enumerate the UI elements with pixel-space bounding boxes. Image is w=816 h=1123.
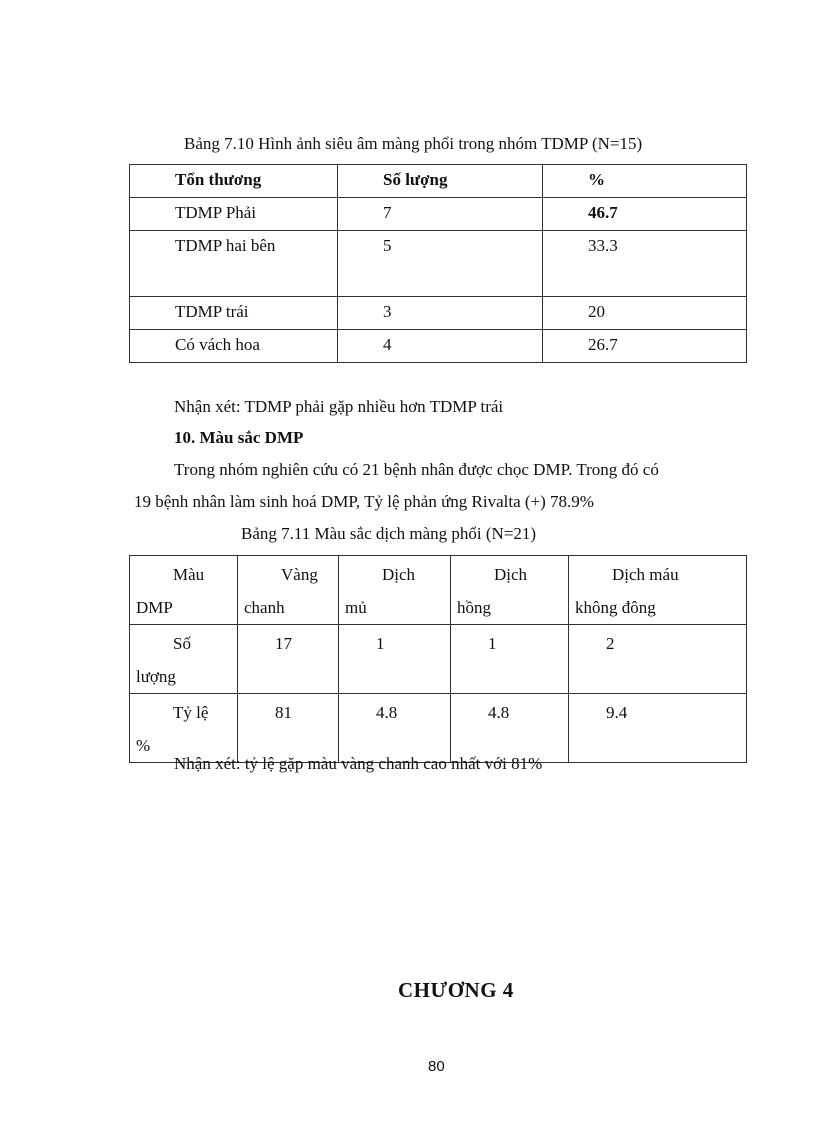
table-row [130, 694, 747, 763]
remark-2: Nhận xét: tỷ lệ gặp màu vàng chanh cao nhất với 81% [174, 754, 543, 773]
table-cell: 26.7 [543, 330, 747, 363]
header-line: Vàng [281, 565, 318, 584]
table-cell [543, 198, 747, 231]
table-cell: 1 [451, 625, 569, 694]
paragraph-line-1: Trong nhóm nghiên cứu có 21 bệnh nhân được chọc DMP. Trong đó có [174, 460, 659, 479]
table-row [130, 330, 747, 363]
table-cell: Có vách hoa [130, 330, 338, 363]
label-line: % [136, 736, 151, 755]
table-row-label [130, 694, 238, 763]
table1-caption: Bảng 7.10 Hình ảnh siêu âm màng phổi trong nhóm TDMP (N=15) [184, 134, 643, 153]
fluid-color-table [129, 555, 747, 763]
table-cell: 33.3 [543, 231, 747, 297]
table-cell: 1 [339, 625, 451, 694]
table-cell: 2 [569, 625, 747, 694]
table-row [130, 297, 747, 330]
header-line: chanh [244, 598, 285, 617]
table-cell: 7 [338, 198, 543, 231]
table-cell: 4.8 [451, 694, 569, 763]
table-header-row [130, 165, 747, 198]
paragraph-line-2: 19 bệnh nhân làm sinh hoá DMP, Tỷ lệ phản ứng Rivalta (+) 78.9% [134, 492, 594, 511]
header-line: hồng [457, 598, 491, 617]
table-cell: 5 [338, 231, 543, 297]
table-cell: 81 [238, 694, 339, 763]
table-cell: 20 [543, 297, 747, 330]
table-cell: TDMP hai bên [130, 231, 338, 297]
table-header-cell: % [543, 165, 747, 198]
table-header-cell [451, 556, 569, 625]
table-row [130, 625, 747, 694]
header-line: Dịch [382, 565, 416, 584]
table-header-cell [238, 556, 339, 625]
table-header-cell: Số lượng [338, 165, 543, 198]
table-cell: 17 [238, 625, 339, 694]
label-line: Tỷ lệ [173, 703, 209, 722]
section-heading: 10. Màu sắc DMP [174, 428, 304, 447]
table-header-cell [339, 556, 451, 625]
header-line: DMP [136, 598, 173, 617]
table-row [130, 231, 747, 297]
table-cell: 3 [338, 297, 543, 330]
table-header-cell: Tổn thương [130, 165, 338, 198]
header-line: không đông [575, 598, 656, 617]
table-cell: 9.4 [569, 694, 747, 763]
ultrasound-table [129, 164, 747, 363]
remark-1: Nhận xét: TDMP phải gặp nhiều hơn TDMP trái [174, 397, 504, 416]
header-line: Màu [173, 565, 205, 584]
page-number: 80 [428, 1058, 445, 1075]
table-cell: 4.8 [339, 694, 451, 763]
label-line: Số [173, 634, 191, 653]
table-header-cell [130, 556, 238, 625]
table-cell: TDMP trái [130, 297, 338, 330]
label-line: lượng [136, 667, 176, 686]
table-header-row [130, 556, 747, 625]
header-line: Dịch [494, 565, 528, 584]
header-line: mủ [345, 598, 367, 617]
table-row [130, 198, 747, 231]
table-row-label [130, 625, 238, 694]
table2-caption: Bảng 7.11 Màu sắc dịch màng phổi (N=21) [241, 524, 537, 543]
header-line: Dịch máu [612, 565, 679, 584]
table-cell: 4 [338, 330, 543, 363]
table-cell: TDMP Phải [130, 198, 338, 231]
table-header-cell [569, 556, 747, 625]
chapter-heading: CHƯƠNG 4 [398, 978, 514, 1002]
table-cell-value: 46.7 [588, 203, 618, 222]
